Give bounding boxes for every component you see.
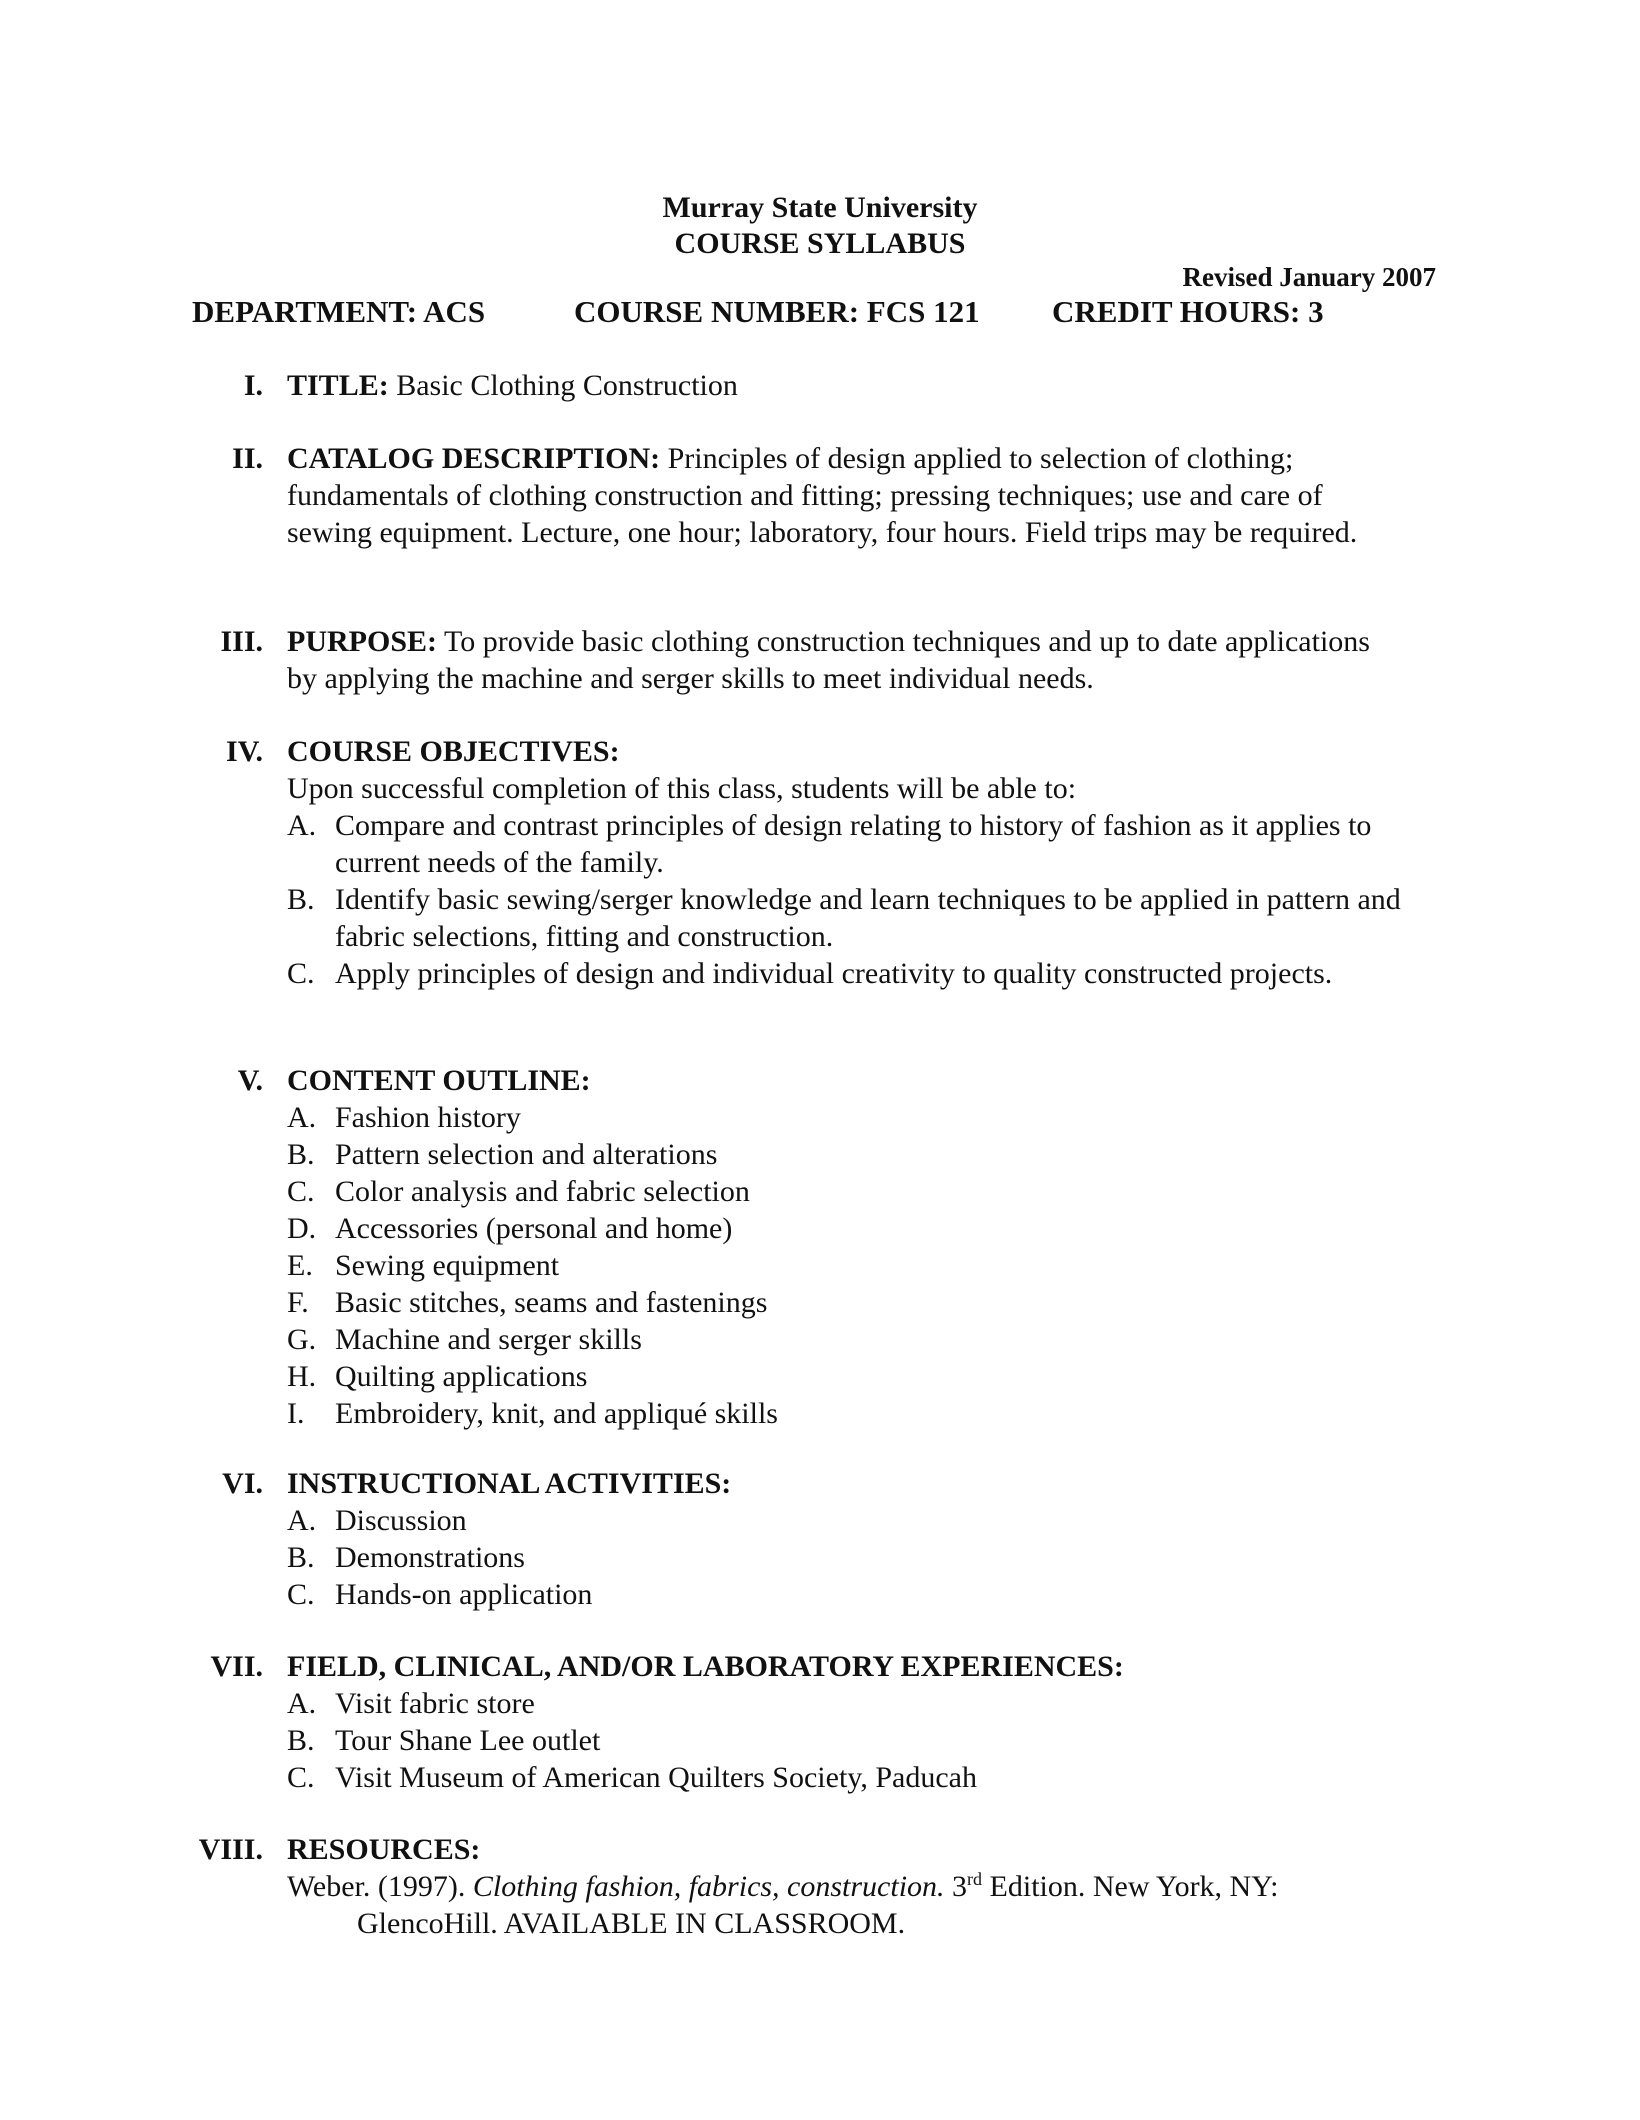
list-item: A. Compare and contrast principles of design relating to history of fashion as it applies to current needs of the family.	[287, 809, 1372, 879]
section-label: CONTENT OUTLINE:	[287, 1064, 591, 1097]
list-item: F. Basic stitches, seams and fastenings	[287, 1286, 768, 1319]
section-label: TITLE:	[287, 369, 389, 402]
list-item: G. Machine and serger skills	[287, 1323, 642, 1356]
section-number: VI.	[222, 1467, 263, 1500]
syllabus-title: COURSE SYLLABUS	[674, 227, 966, 260]
section-text: Basic Clothing Construction	[396, 369, 738, 402]
resource-citation: Weber. (1997). Clothing fashion, fabrics, construction. 3rd Edition. New York, NY: GlencoHill. AVAILABLE IN CLASSROOM.	[287, 1869, 1279, 1940]
section-number: IV.	[226, 735, 263, 768]
revised-date: Revised January 2007	[1182, 262, 1436, 292]
list-item: B. Identify basic sewing/serger knowledge and learn techniques to be applied in pattern and fabric selections, fitting and construction.	[287, 883, 1401, 953]
list-item: I. Embroidery, knit, and appliqué skills	[287, 1397, 778, 1430]
section-label: INSTRUCTIONAL ACTIVITIES:	[287, 1467, 732, 1500]
section-label: FIELD, CLINICAL, AND/OR LABORATORY EXPERIENCES:	[287, 1650, 1124, 1683]
section-label: PURPOSE:	[287, 625, 437, 658]
credit-hours: CREDIT HOURS: 3	[1052, 294, 1324, 329]
objectives-intro: Upon successful completion of this class, students will be able to:	[287, 772, 1077, 805]
list-item: B. Demonstrations	[287, 1541, 525, 1574]
list-item: E. Sewing equipment	[287, 1249, 560, 1282]
section-label: CATALOG DESCRIPTION:	[287, 442, 661, 475]
list-item: D. Accessories (personal and home)	[287, 1212, 733, 1245]
department: DEPARTMENT: ACS	[192, 294, 486, 329]
list-item: C. Apply principles of design and individual creativity to quality constructed projects.	[287, 957, 1333, 990]
objectives-list	[287, 807, 1407, 992]
section-label: RESOURCES:	[287, 1833, 481, 1866]
section-number: II.	[232, 442, 263, 475]
content-list	[287, 1099, 1407, 1432]
list-item: A. Visit fabric store	[287, 1687, 535, 1720]
list-item: B. Tour Shane Lee outlet	[287, 1724, 601, 1757]
activities-list	[287, 1502, 1407, 1613]
university-name: Murray State University	[662, 191, 978, 224]
list-item: C. Hands-on application	[287, 1578, 593, 1611]
section-number: VII.	[210, 1650, 263, 1683]
list-item: C. Visit Museum of American Quilters Society, Paducah	[287, 1761, 977, 1794]
list-item: A. Discussion	[287, 1504, 467, 1537]
list-item: H. Quilting applications	[287, 1360, 588, 1393]
course-number: COURSE NUMBER: FCS 121	[574, 294, 980, 329]
section-number: I.	[243, 369, 263, 402]
list-item: A. Fashion history	[287, 1101, 521, 1134]
section-number: V.	[237, 1064, 263, 1097]
section-number: III.	[220, 625, 263, 658]
section-label: COURSE OBJECTIVES:	[287, 735, 620, 768]
book-title: Clothing fashion, fabrics, construction.	[472, 1870, 945, 1903]
list-item: B. Pattern selection and alterations	[287, 1138, 718, 1171]
field-list	[287, 1685, 1407, 1796]
document-header	[0, 190, 1640, 262]
section-text: To provide basic clothing construction techniques and up to date applications by applying the machine and serger skills to meet individual needs.	[287, 625, 1370, 695]
section-text: Principles of design applied to selection of clothing; fundamentals of clothing construction and fitting; pressing techniques; use and care of sewing equipment. Lecture, one hour; laboratory, four hours. Field trips may be required.	[287, 442, 1358, 549]
section-number: VIII.	[198, 1833, 263, 1866]
list-item: C. Color analysis and fabric selection	[287, 1175, 750, 1208]
